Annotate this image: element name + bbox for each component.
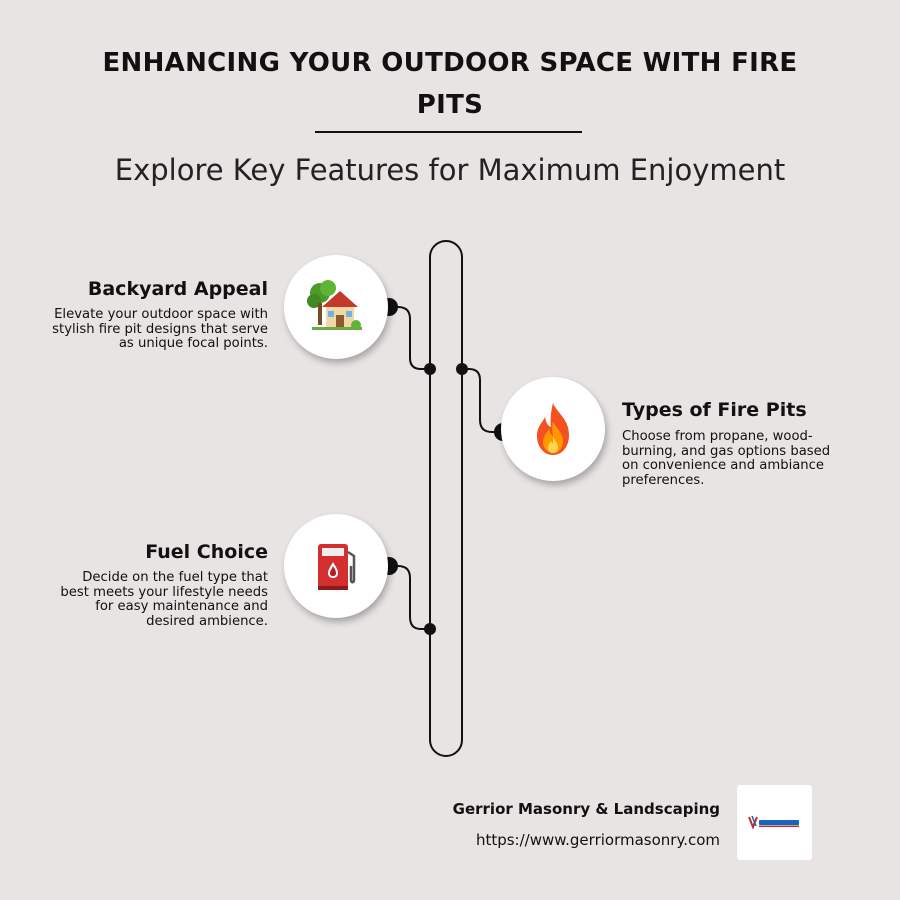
node-description: Choose from propane, wood-burning, and gas options based on convenience and ambiance preferences. <box>622 429 831 488</box>
node-title: Types of Fire Pits <box>622 399 807 421</box>
house-with-tree-icon <box>306 277 366 337</box>
node-title: Fuel Choice <box>145 541 268 563</box>
node-icon-circle <box>284 514 388 618</box>
connector-dot <box>456 363 468 375</box>
node-title: Backyard Appeal <box>87 278 268 300</box>
page-subtitle: Explore Key Features for Maximum Enjoyment <box>114 153 786 187</box>
node-description: Elevate your outdoor space with stylish fire pit designs that serve as unique focal points. <box>52 307 268 351</box>
connector-backyard-appeal <box>389 307 430 369</box>
connector-fuel-choice <box>389 566 430 629</box>
node-icon-circle <box>284 255 388 359</box>
node-icon-circle <box>501 377 605 481</box>
connector-types-of-fire-pits <box>462 369 503 432</box>
fuel-pump-icon <box>306 536 366 596</box>
company-logo <box>737 785 812 860</box>
timeline-track <box>430 241 462 756</box>
company-logo-icon <box>747 813 802 831</box>
connector-dot <box>424 363 436 375</box>
node-description: Decide on the fuel type that best meets your lifestyle needs for easy maintenance and desired ambience. <box>60 570 268 629</box>
company-url[interactable]: https://www.gerriormasonry.com <box>475 831 720 849</box>
company-name: Gerrior Masonry & Landscaping <box>452 800 720 818</box>
fire-icon <box>523 399 583 459</box>
page-title: ENHANCING YOUR OUTDOOR SPACE WITH FIRE PITS <box>102 48 798 120</box>
connector-dot <box>424 623 436 635</box>
